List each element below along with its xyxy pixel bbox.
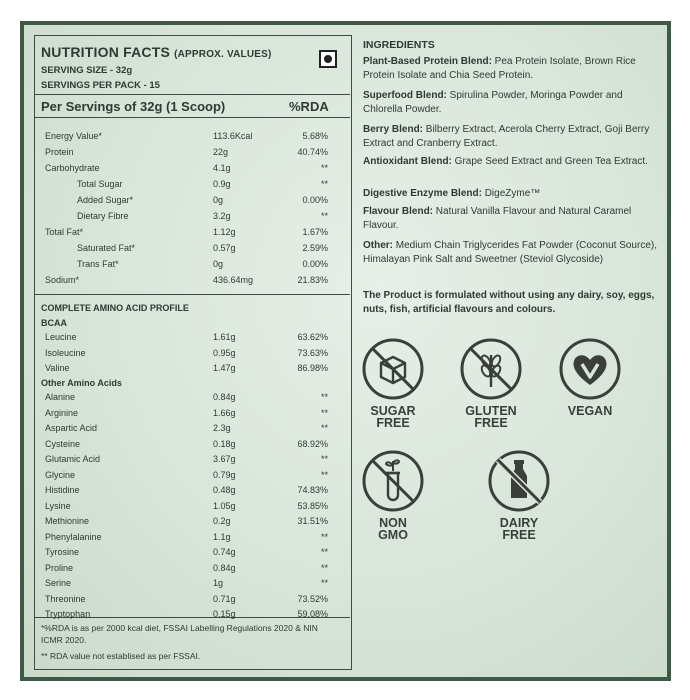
table-row — [35, 499, 350, 515]
badge-sugar-free — [353, 337, 433, 429]
table-row — [35, 361, 350, 377]
servings-per-pack: SERVINGS PER PACK - 15 — [41, 80, 160, 91]
ingredient-text: Medium Chain Triglycerides Fat Powder (Coconut Source), Himalayan Pink Salt and Sweetner (Steviol Glycoside) — [363, 240, 657, 265]
ingredient-label: Flavour Blend: — [363, 206, 434, 217]
ingredient-label: Antioxidant Blend: — [363, 156, 452, 167]
per-serving-label: Per Servings of 32g (1 Scoop) — [41, 99, 226, 114]
ingredients-title: INGREDIENTS — [363, 39, 435, 51]
wheat-crossed-icon — [459, 337, 523, 401]
table-row — [35, 576, 350, 592]
nutrient-value: 1.61g — [213, 332, 236, 342]
badge-dairy-free — [479, 449, 559, 541]
nutrient-rda: ** — [320, 578, 328, 588]
nutrient-rda: 5.68% — [302, 131, 328, 141]
ingredient-item — [363, 155, 661, 169]
ingredient-label: Plant-Based Protein Blend: — [363, 56, 492, 67]
nutrient-name: Energy Value* — [45, 131, 102, 141]
ingredient-label: Superfood Blend: — [363, 90, 447, 101]
nutrient-rda: ** — [320, 454, 328, 464]
ingredient-text: Grape Seed Extract and Green Tea Extract. — [451, 156, 648, 167]
nutrient-value: 436.64mg — [213, 275, 254, 285]
nutrient-value: 0.71g — [213, 593, 236, 604]
nutrient-rda: 73.63% — [297, 347, 328, 358]
nutrient-name: Leucine — [45, 332, 77, 342]
nutrition-facts-box — [34, 35, 352, 670]
per-serving-header — [35, 94, 350, 118]
nutrient-name: Dietary Fibre — [77, 211, 129, 221]
nutrient-value: 0.57g — [213, 243, 236, 253]
nutrient-value: 0g — [213, 259, 224, 269]
ingredient-item — [363, 55, 661, 83]
footnote-rda: *%RDA is as per 2000 kcal diet, FSSAI Labelling Regulations 2020 & NIN ICMR 2020. — [41, 623, 318, 645]
nutrient-name: Sodium* — [45, 275, 80, 285]
nutrient-value: 3.67g — [213, 454, 236, 464]
table-row — [35, 468, 350, 484]
nutrient-value: 1.66g — [213, 407, 236, 418]
nutrient-rda: ** — [320, 547, 328, 557]
nutrient-value: 0.79g — [213, 469, 236, 480]
nutrient-name: Histidine — [45, 485, 80, 495]
badge-label: FREE — [474, 416, 508, 430]
nutrient-value: 113.6Kcal — [213, 131, 253, 141]
table-row — [35, 530, 350, 546]
nutrient-rda: 0.00% — [302, 195, 328, 205]
nutrient-rda: ** — [320, 407, 328, 418]
badge-label: FREE — [502, 528, 536, 542]
table-row — [35, 452, 350, 468]
table-row — [35, 607, 350, 623]
badge-label: GMO — [378, 528, 408, 542]
nutrient-name: Tryptophan — [45, 609, 91, 619]
nutrient-rda: 0.00% — [302, 259, 328, 269]
badge-non-gmo — [353, 449, 433, 541]
nutrient-rda: ** — [320, 562, 328, 573]
nutrient-rda: 40.74% — [297, 147, 328, 157]
nutrient-value: 0.18g — [213, 438, 236, 449]
nutrient-value: 22g — [213, 147, 229, 157]
nutrient-rda: ** — [320, 531, 328, 542]
nutrient-name: Saturated Fat* — [77, 243, 136, 253]
nutrient-name: Added Sugar* — [77, 195, 134, 205]
sugar-cube-crossed-icon — [361, 337, 425, 401]
table-row — [35, 273, 350, 289]
nutrient-name: Proline — [45, 562, 74, 573]
nutrient-rda: 86.98% — [297, 363, 328, 373]
nutrition-title-sub: (APPROX. VALUES) — [174, 49, 272, 60]
nutrient-name: Valine — [45, 363, 70, 373]
amino-title: COMPLETE AMINO ACID PROFILE — [41, 303, 189, 313]
bcaa-title: BCAA — [41, 318, 67, 328]
nutrient-name: Serine — [45, 578, 72, 588]
veg-mark-icon — [319, 50, 337, 68]
table-row — [35, 330, 350, 346]
nutrient-value: 0.74g — [213, 547, 236, 557]
nutrient-name: Threonine — [45, 593, 86, 604]
nutrient-value: 3.2g — [213, 211, 231, 221]
badge-label: SUGAR — [370, 404, 416, 418]
table-row — [35, 421, 350, 437]
badge-vegan — [550, 337, 630, 417]
nutrient-name: Total Sugar — [77, 179, 123, 189]
nutrient-rda: ** — [320, 179, 328, 189]
nutrient-value: 0.95g — [213, 347, 236, 358]
ingredient-item — [363, 187, 661, 201]
milk-bottle-crossed-icon — [487, 449, 551, 513]
nutrient-rda: 68.92% — [297, 438, 328, 449]
nutrient-rda: 73.52% — [297, 593, 328, 604]
nutrient-name: Aspartic Acid — [45, 423, 98, 433]
vegan-heart-icon — [558, 337, 622, 401]
nutrient-value: 1.05g — [213, 500, 236, 511]
table-row — [35, 161, 350, 177]
badge-label: VEGAN — [567, 404, 613, 418]
nutrient-name: Trans Fat* — [77, 259, 119, 269]
table-row — [35, 390, 350, 406]
ingredient-label: Other: — [363, 240, 393, 251]
nutrient-value: 0.48g — [213, 485, 236, 495]
nutrient-value: 0.84g — [213, 562, 236, 573]
nutrient-value: 0.9g — [213, 179, 231, 189]
nutrient-name: Arginine — [45, 407, 79, 418]
ingredient-text: Spirulina Powder, Moringa Powder and Chlorella Powder. — [363, 90, 623, 115]
nutrient-value: 0.2g — [213, 516, 231, 526]
nutrient-value: 0.15g — [213, 609, 236, 619]
formulation-statement: The Product is formulated without using any dairy, soy, eggs, nuts, fish, artificial flavours and colours. — [363, 290, 655, 315]
table-row — [35, 209, 350, 225]
table-row — [35, 514, 350, 530]
nutrient-name: Tyrosine — [45, 547, 80, 557]
badge-label: DAIRY — [499, 516, 539, 530]
nutrient-value: 1.12g — [213, 227, 236, 237]
nutrient-rda: ** — [320, 469, 328, 480]
ingredient-label: Berry Blend: — [363, 124, 424, 135]
nutrient-value: 2.3g — [213, 423, 231, 433]
nutrient-name: Lysine — [45, 500, 71, 511]
ingredient-text: Bilberry Extract, Acerola Cherry Extract, Goji Berry Extract and Cranberry Extract. — [363, 124, 650, 149]
nutrient-rda: 21.83% — [297, 275, 328, 285]
nutrient-rda: 2.59% — [302, 243, 328, 253]
table-row — [35, 129, 350, 145]
nutrient-rda: 53.85% — [297, 500, 328, 511]
nutrient-value: 1.1g — [213, 531, 231, 542]
nutrient-rda: ** — [320, 163, 328, 173]
nutrient-rda: ** — [320, 211, 328, 221]
nutrient-name: Glycine — [45, 469, 76, 480]
ingredient-text: Pea Protein Isolate, Brown Rice Protein Isolate and Chia Seed Protein. — [363, 56, 636, 81]
nutrition-title — [41, 44, 272, 60]
table-row — [35, 561, 350, 577]
table-row — [35, 145, 350, 161]
table-row — [35, 241, 350, 257]
ingredient-item — [363, 239, 661, 267]
ingredient-item — [363, 89, 661, 117]
badge-label: NON — [379, 516, 407, 530]
ingredient-item — [363, 205, 661, 233]
ingredient-label: Digestive Enzyme Blend: — [363, 188, 482, 199]
footnote-not-established: ** RDA value not establised as per FSSAI. — [41, 651, 201, 661]
nutrient-rda: 63.62% — [297, 332, 328, 342]
nutrition-title-text: NUTRITION FACTS — [41, 44, 170, 60]
table-row — [35, 257, 350, 273]
ingredient-text: Natural Vanilla Flavour and Natural Caramel Flavour. — [363, 206, 632, 231]
nutrient-name: Phenylalanine — [45, 531, 102, 542]
nutrient-name: Isoleucine — [45, 347, 86, 358]
test-tube-plant-crossed-icon — [361, 449, 425, 513]
nutrient-rda: 74.83% — [297, 485, 328, 495]
divider — [35, 294, 350, 295]
nutrient-value: 0.84g — [213, 392, 236, 402]
badge-gluten-free — [451, 337, 531, 429]
rda-header: %RDA — [289, 99, 329, 114]
table-row — [35, 483, 350, 499]
nutrient-rda: ** — [320, 423, 328, 433]
ingredient-text: DigeZyme™ — [481, 188, 541, 199]
nutrient-name: Carbohydrate — [45, 163, 100, 173]
badge-label: GLUTEN — [465, 404, 517, 418]
nutrient-name: Protein — [45, 147, 74, 157]
table-row — [35, 545, 350, 561]
table-row — [35, 406, 350, 422]
serving-size: SERVING SIZE - 32g — [41, 65, 133, 76]
nutrient-value: 0g — [213, 195, 224, 205]
table-row — [35, 437, 350, 453]
nutrient-value: 4.1g — [213, 163, 231, 173]
table-row — [35, 225, 350, 241]
nutrient-value: 1g — [213, 578, 224, 588]
other-amino-title: Other Amino Acids — [41, 378, 122, 388]
nutrient-name: Glutamic Acid — [45, 454, 101, 464]
nutrient-name: Methionine — [45, 516, 90, 526]
nutrient-name: Cysteine — [45, 438, 81, 449]
nutrient-value: 1.47g — [213, 363, 236, 373]
table-row — [35, 193, 350, 209]
nutrient-rda: 1.67% — [302, 227, 328, 237]
label-panel — [20, 21, 671, 681]
nutrient-rda: ** — [320, 392, 328, 402]
table-row — [35, 346, 350, 362]
table-row — [35, 177, 350, 193]
ingredient-item — [363, 123, 661, 151]
nutrient-rda: 59.08% — [297, 609, 328, 619]
nutrient-rda: 31.51% — [297, 516, 328, 526]
nutrient-name: Total Fat* — [45, 227, 84, 237]
table-row — [35, 592, 350, 608]
nutrient-name: Alanine — [45, 392, 76, 402]
badge-label: FREE — [376, 416, 410, 430]
